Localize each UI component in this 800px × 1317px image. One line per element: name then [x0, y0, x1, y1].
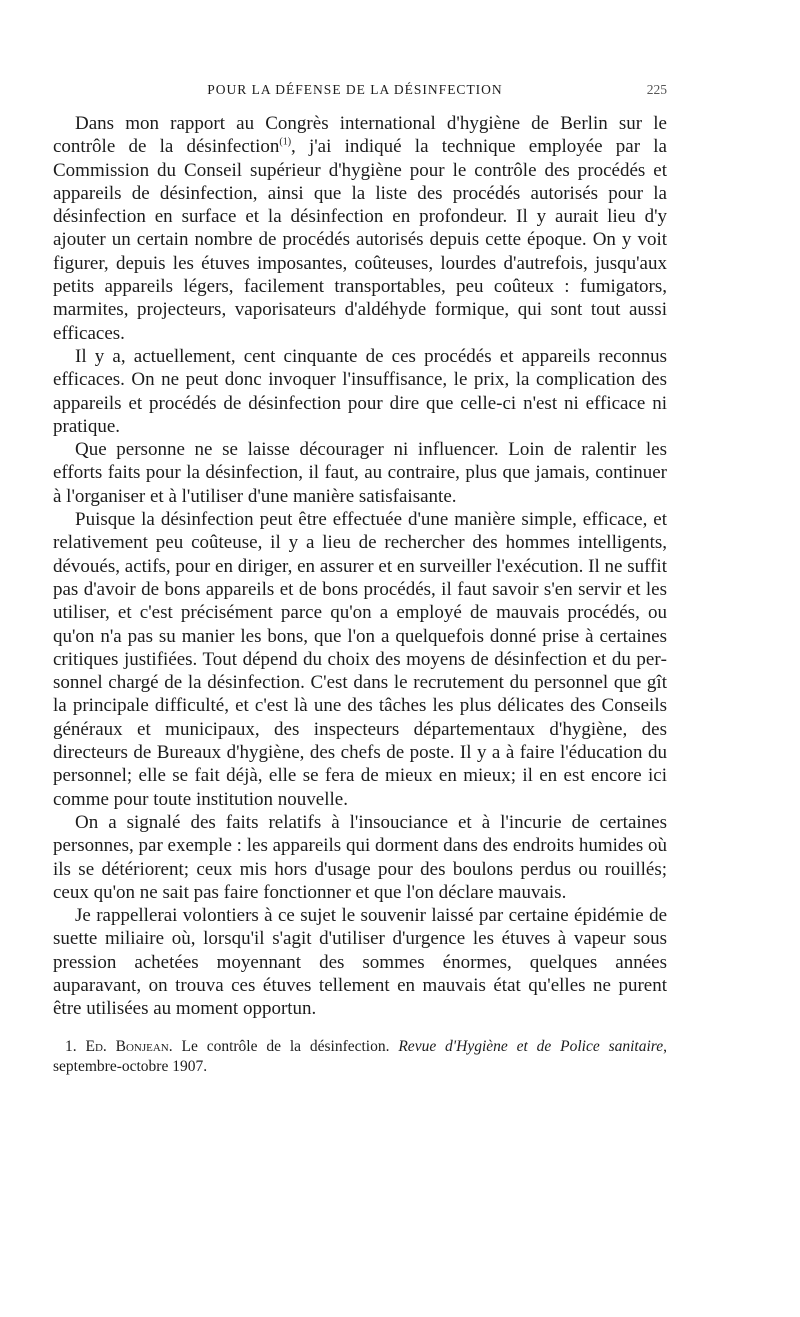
paragraph-1-text-b: , j'ai indiqué la technique employée par la Commission du Conseil supérieur d'hygiène pour le contrôle des procédés et appareils de désinfection, ainsi que la liste des procédés autorisés pour la désinfection en surface et la désinfection en profondeur. Il y aurait lieu d'y ajouter un certain nombre de procédés autorisés depuis cette époque. On y voit figurer, depuis les étuves imposantes, coûteuses, lourdes d'autrefois, jusqu'aux petits appareils légers, facilement transportables, peu coûteux : fumigators, marmites, projecteurs, vaporisateurs d'aldéhyde formique, qui sont tout aussi efficaces. — [53, 136, 667, 344]
paragraph-3: Que personne ne se laisse décourager ni influencer. Loin de ralentir les efforts faits pour la désinfection, il faut, au contraire, plus que jamais, continuer à l'organiser et à l'utiliser d'une manière satisfaisante. — [53, 439, 667, 507]
footnote-author: Ed. Bonjean. — [85, 1037, 173, 1055]
paragraph-6: Je rappellerai volontiers à ce sujet le souvenir laissé par certaine épidémie de suette miliaire où, lorsqu'il s'agit d'utiliser d'urgence les étuves à vapeur sous pression achetées moyennant des sommes énormes, quelques années auparavant, on trouva ces étuves tellement en mauvais état qu'elles ne purent être utilisées au moment opportun. — [53, 905, 667, 1020]
footnote-date: , septembre-octobre 1907. — [53, 1037, 668, 1075]
footnote-text: Le contrôle de la désinfection. — [181, 1037, 390, 1055]
footnote-reference[interactable]: (1) — [279, 136, 292, 148]
paragraph-1 — [53, 112, 667, 345]
footnote — [53, 1037, 667, 1077]
paragraph-4: Puisque la désinfection peut être effectuée d'une manière simple, efficace, et relativement peu coûteuse, il y a lieu de rechercher des hommes intelligents, dévoués, actifs, pour en diriger, en assurer et en surveiller l'exécution. Il ne suffit pas d'avoir de bons appareils et de bons procédés, il faut savoir s'en servir et les utiliser, et c'est précisément parce qu'on a employé de mauvais procédés, ou qu'on n'a pas su manier les bons, que l'on a quelquefois donné prise à certaines critiques justifiées. Tout dépend du choix des moyens de désinfection et du personnel chargé de la désinfection. C'est dans le recrutement du personnel que gît la principale difficulté, et c'est là une des tâches les plus délicates des Conseils généraux et municipaux, des inspecteurs départementaux d'hygiène, des directeurs de Bureaux d'hygiène, des chefs de poste. Il y a à faire l'éducation du personnel; elle se fait déjà, elle se fera de mieux en mieux; il en est encore ici comme pour toute institution nouvelle. — [53, 509, 667, 810]
paragraph-2: Il y a, actuellement, cent cinquante de ces procédés et appareils reconnus efficaces. On ne peut donc invoquer l'insuffisance, le prix, la complication des appareils et procédés de désinfection pour dire que celle-ci n'est ni efficace ni pratique. — [53, 345, 667, 437]
running-head-title: POUR LA DÉFENSE DE LA DÉSINFECTION — [207, 82, 503, 97]
footnote-journal: Revue d'Hygiène et de Police sanitaire — [398, 1037, 664, 1055]
page-number: 225 — [646, 82, 667, 97]
paragraph-5: On a signalé des faits relatifs à l'insouciance et à l'incurie de certaines personnes, par exemple : les appareils qui dorment dans des endroits humides où ils se détériorent; ceux mis hors d'usage pour des boulons perdus ou rouillés; ceux qu'on ne sait pas faire fonctionner et que l'on déclare mauvais. — [53, 811, 667, 903]
paragraph-1-text-a: Dans mon rapport au Congrès international d'hygiène de Berlin sur le contrôle de la désinfection — [53, 113, 667, 158]
book-page — [53, 82, 667, 1077]
running-head — [53, 82, 667, 98]
footnote-number: 1. — [65, 1037, 77, 1055]
